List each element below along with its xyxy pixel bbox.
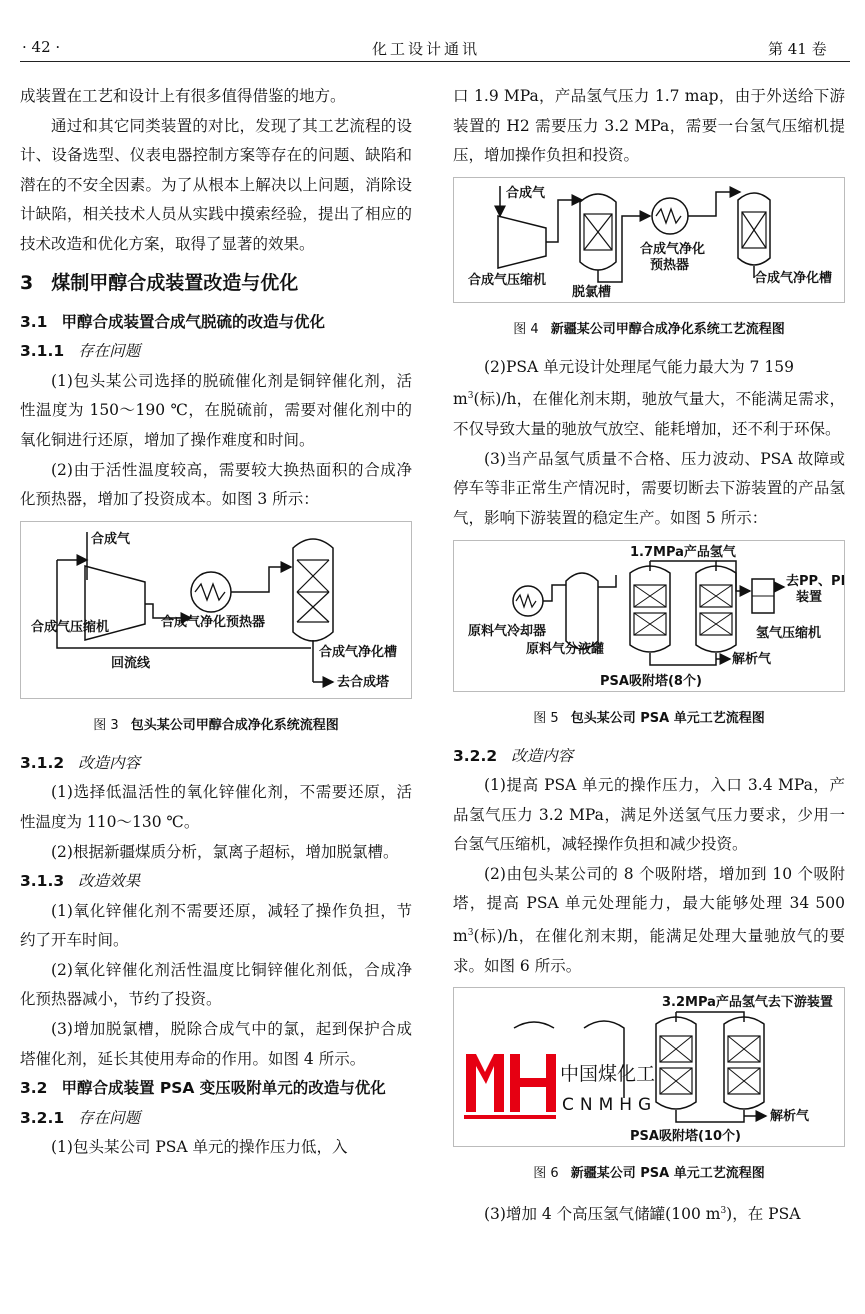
subsubsection-heading: 3.1.1 存在问题 [20, 342, 141, 361]
figure-6-diagram [454, 988, 844, 1146]
paragraph: (3)增加 4 个高压氢气储罐(100 $m^3$)，在 PSA [484, 1205, 801, 1224]
label-purifier: 合成气净化槽 [754, 270, 833, 286]
paragraph: (1)包头某公司选择的脱硫催化剂是铜锌催化剂，活性温度为 150～190 ℃，在脱硫前，需要对催化剂中的氧化铜进行还原，增加了操作难度和时间。 [20, 371, 412, 449]
figure-3-caption: 图 3 包头某公司甲醇合成净化系统流程图 [93, 717, 339, 733]
subsection-heading: 3.2 甲醇合成装置 PSA 变压吸附单元的改造与优化 [20, 1079, 386, 1098]
label-towers: PSA吸附塔(8个) [600, 673, 702, 689]
paragraph: (2)由包头某公司的 8 个吸附塔，增加到 10 个吸附塔，提高 PSA 单元处理能力，最大能够处理 34 500 $m^3$(标)/h，在催化剂末期，能满足处理大量驰放气的要求。如图 6 所示。 [453, 864, 845, 975]
label-product-h2: 3.2MPa产品氢气去下游装置 [662, 995, 833, 1011]
watermark-cn: 中国煤化工 [560, 1063, 656, 1086]
label-to-tower: 去合成塔 [337, 674, 390, 690]
figure-3-diagram [21, 522, 411, 698]
psa-tower-icon [656, 1017, 696, 1109]
figure-6-caption: 图 6 新疆某公司 PSA 单元工艺流程图 [533, 1166, 765, 1182]
label-towers: PSA吸附塔(10个) [630, 1129, 741, 1145]
paragraph: (1)包头某公司 PSA 单元的操作压力低，入 [51, 1138, 348, 1157]
header-rule [20, 61, 850, 62]
paragraph: 成装置在工艺和设计上有很多值得借鉴的地方。 [20, 87, 346, 105]
left-column [20, 82, 412, 1163]
volume-label: 第 41 卷 [768, 40, 827, 58]
paragraph: (3)当产品氢气质量不合格、压力波动、PSA 故障或停车等非正常生产情况时，需要切断去下游装置的产品氢气，影响下游装置的稳定生产。如图 5 所示： [453, 449, 845, 527]
label-return-line: 回流线 [111, 655, 151, 671]
paragraph: (2)氧化锌催化剂活性温度比铜锌催化剂低，合成净化预热器减小，节约了投资。 [20, 960, 412, 1009]
paragraph: (1)选择低温活性的氧化锌催化剂，不需要还原，活性温度为 110～130 ℃。 [20, 783, 412, 831]
label-compressor: 合成气压缩机 [468, 272, 547, 288]
paragraph: 口 1.9 MPa，产品氢气压力 1.7 map，由于外送给下游装置的 H2 需要压力 3.2 MPa，需要一台氢气压缩机提压，增加操作负担和投资。 [453, 87, 845, 165]
subsubsection-heading: 3.1.2 改造内容 [20, 753, 141, 772]
label-product-h2: 1.7MPa产品氢气 [630, 544, 736, 560]
label-tail-gas: 解析气 [732, 651, 772, 667]
psa-tower-icon [724, 1017, 764, 1109]
label-syngas: 合成气 [506, 185, 546, 201]
journal-title: 化工设计通讯 [372, 40, 481, 58]
paragraph: 通过和其它同类装置的对比，发现了其工艺流程的设计、设备选型、仪表电器控制方案等存在的问题、缺陷和潜在的不安全因素。为了从根本上解决以上问题，消除设计缺陷，相关技术人员从实践中摸索经验，提出了相应的技术改造和优化方案，取得了显著的效果。 [20, 116, 412, 253]
subsubsection-heading: 3.2.2 改造内容 [453, 746, 574, 765]
figure-5 [453, 540, 845, 728]
subsection-heading: 3.1 甲醇合成装置合成气脱硫的改造与优化 [20, 312, 325, 331]
cooler-icon [513, 586, 543, 616]
subsubsection-heading: 3.2.1 存在问题 [20, 1108, 141, 1127]
figure-3 [20, 521, 412, 735]
subsubsection-heading: 3.1.3 改造效果 [20, 872, 141, 891]
figure-4 [453, 177, 845, 339]
label-to-pp-b: 装置 [796, 589, 823, 605]
label-purifier: 合成气净化槽 [319, 644, 398, 660]
paragraph: (2)根据新疆煤质分析，氯离子超标，增加脱氯槽。 [51, 842, 399, 861]
paragraph: (2)由于活性温度较高，需要较大换热面积的合成净化预热器，增加了投资成本。如图 3 所示： [20, 460, 412, 509]
watermark-en: CNMHG [562, 1095, 658, 1116]
label-preheater: 合成气净化预热器 [161, 614, 266, 630]
page-number: · 42 · [22, 38, 61, 56]
label-h2-comp: 氢气压缩机 [756, 625, 822, 641]
figure-4-caption: 图 4 新疆某公司甲醇合成净化系统工艺流程图 [513, 321, 785, 337]
psa-tower-icon [630, 566, 670, 652]
psa-tower-icon [696, 566, 736, 652]
label-dechlor: 脱氯槽 [572, 284, 612, 300]
figure-5-caption: 图 5 包头某公司 PSA 单元工艺流程图 [533, 710, 765, 726]
figure-5-diagram [454, 541, 844, 691]
label-cooler: 原料气冷却器 [468, 623, 547, 639]
label-preheater-b: 预热器 [650, 257, 690, 273]
figure-4-diagram [454, 178, 844, 302]
figure-6 [453, 987, 845, 1183]
label-separator: 原料气分液罐 [526, 641, 605, 657]
watermark-logo [464, 1054, 556, 1119]
page-header [0, 28, 865, 68]
compressor-icon [498, 216, 546, 268]
label-syngas: 合成气 [91, 531, 131, 547]
label-preheater-a: 合成气净化 [640, 241, 706, 257]
paragraph: (1)氧化锌催化剂不需要还原，减轻了操作负担，节约了开车时间。 [20, 901, 412, 950]
label-to-pp-a: 去PP、PE [786, 573, 844, 589]
paragraph: (1)提高 PSA 单元的操作压力，入口 3.4 MPa，产品氢气压力 3.2 MPa，满足外送氢气压力要求，少用一台氢气压缩机，减轻操作负担和减少投资。 [453, 776, 845, 854]
label-compressor: 合成气压缩机 [31, 619, 110, 635]
heat-exchanger-icon [652, 198, 688, 234]
section-heading: 3 煤制甲醇合成装置改造与优化 [20, 271, 299, 294]
label-tail-gas: 解析气 [770, 1109, 810, 1125]
right-column [453, 82, 845, 1230]
paragraph: (3)增加脱氯槽，脱除合成气中的氯，起到保护合成塔催化剂，延长其使用寿命的作用。如图 4 所示。 [20, 1020, 412, 1068]
separator-vessel-icon [566, 573, 598, 649]
paragraph: (2)PSA 单元设计处理尾气能力最大为 7 159 $m^3$(标)/h，在催化剂末期，驰放气量大，不能满足需求，不仅导致大量的驰放气放空、能耗增加，还不利于环保。 [453, 357, 845, 439]
